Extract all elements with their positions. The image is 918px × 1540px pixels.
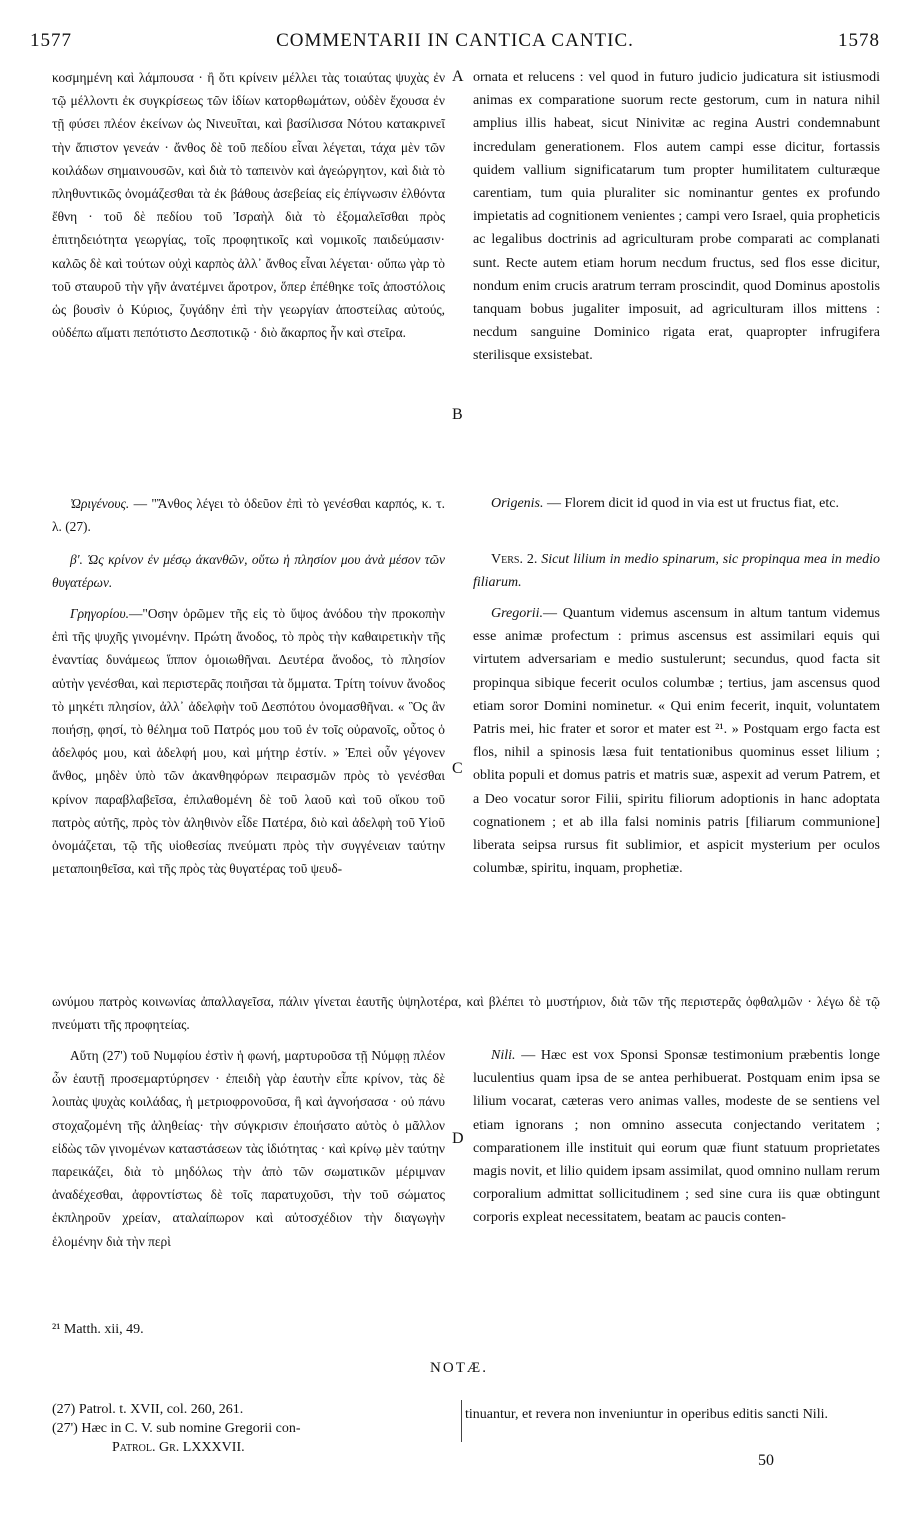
latin-column-block1	[473, 66, 880, 368]
note-27b: (27') Hæc in C. V. sub nomine Gregorii con-	[52, 1421, 301, 1436]
margin-letter-b: B	[452, 406, 463, 423]
column-number-right: 1578	[838, 30, 880, 51]
verse-greek: β'. Ὡς κρίνον ἐν μέσῳ ἀκανθῶν, οὕτω ἡ πλησίον μου ἀνὰ μέσον τῶν θυγατέρων.	[52, 552, 445, 591]
page-number: 50	[758, 1452, 774, 1469]
greek-paragraph: κοσμημένη καὶ λάμπουσα · ἢ ὅτι κρίνειν μέλλει τὰς τοιαύτας ψυχὰς ἐν τῷ μέλλοντι ἐκ συγκρίσεως τῶν ἰδίων κατορθωμάτων, οὐδὲν ἔχουσα ἐν τῇ φύσει πλέον ἐκείνων ὡς Νινευῖται, καὶ βασίλισσα Νότου κατακρινεῖ τὴν ἄπιστον γενεάν · ἄνθος δὲ τοῦ πεδίου εἶναι λέγεται, τάχα μὲν τῶν κοιλάδων σημαινουσῶν, καὶ διὰ τὸ ταπεινὸν καὶ ἀγεώργητον, καὶ διὰ τὸ πληθυντικῶς ὀνομάζεσθαι τὰ ἐκ βάθους ἀσεβείας εἰς ἐπίγνωσιν ἐλθόντα ἔθνη · τοῦ δὲ πεδίου τοῦ Ἰσραὴλ διὰ τὸ ἐξομαλεῖσθαι πρὸς ἐπιτηδειότητα γεωργίας, τοῖς προφητικοῖς καὶ νομικοῖς παιδεύμασιν· καλῶς δὲ καὶ τούτων οὐχὶ καρπὸς ἀλλ᾽ ἄνθος εἶναι λέγεται· οὔπω γὰρ τὸ τοῦ σταυροῦ τὴν γῆν ἀνατέμνει ἄροτρον, ὅπερ ἐπέθηκε τοῖς ἀποστόλοις ὡς βουσὶν ὁ Κύριος, ζυγάδην ἐπὶ τὴν γεωργίαν ἀποστείλας αὐτούς, οὐδέπω αἵματι πεπότιστο Δεσποτικῷ · διὸ ἄκαρπος ἦν καὶ στεῖρα.	[52, 70, 445, 341]
gregory-label-greek: Γρηγορίου.	[70, 606, 129, 621]
nilus-text-latin: — Hæc est vox Sponsi Sponsæ testimonium præbentis longe luculentius quam ipsa de se antea perhibuerat. Postquam enim ipsa se lilium vocarat, cæteras vero animas valles, modeste de se sentiens vel etiam ignorans ; non omnino assecuta conjectando veritatem ; comparationem ille instituit qui eorum quæ fiunt statuum proprietates magis novit, et lilio quidem ipsam assimilat, quod omnino nullam rerum corporalium admittat sollicitudinem ; sed sine cura iis quæ obtingunt corporis expleat necessitatem, beatam ac paucis conten-	[473, 1048, 880, 1226]
origen-text-greek: — "Ἄνθος λέγει τὸ ὁδεῦον ἐπὶ τὸ γενέσθαι καρπός, κ. τ. λ. (27).	[52, 496, 445, 535]
latin-column-block3	[473, 602, 880, 880]
gregory-text-latin: — Quantum videmus ascensum in altum tantum videmus esse animæ profectum : primus ascensus est assimilari equis qui virtutem adversariam e medio sustulerunt; secundus, quod facta sit propinqua sibique fecerit oculos columbæ ; tertius, jam ascensus quod etiam soror Domini nominetur. « Qui enim fecerit, inquit, voluntatem Patris mei, hic frater et soror et mater est ²¹. » Postquam ergo facta est flos, nihil a spinosis læsa fuit tentationibus quominus esset lilium ; oblita populi et domus patris et matris suæ, aspexit ad verum Patrem, et a Deo vocatur soror Filii, spiritu filiorum adoptionis in hanc adoptata cognationem ; et ab illa falsi nominis patris [filiarum communione] liberata seipsa rursus fit sublimior, et aspicit mysterium per oculos columbæ, spiritu, inquam, prophetiæ.	[473, 606, 880, 877]
margin-letter-c: C	[452, 760, 463, 777]
nilus-label-latin: Nili.	[491, 1048, 516, 1063]
latin-column-block4	[473, 1044, 880, 1230]
verse-label: Vers. 2.	[491, 552, 538, 567]
footnote: ²¹ Matth. xii, 49.	[52, 1322, 144, 1337]
column-number-left: 1577	[30, 30, 72, 51]
notes-left	[52, 1400, 447, 1457]
greek-column-block4	[52, 1044, 445, 1253]
gregory-label-latin: Gregorii.	[491, 606, 543, 621]
verse-text: Sicut lilium in medio spinarum, sic propinqua mea in medio filiarum.	[473, 552, 880, 591]
greek-column-block3	[52, 602, 445, 880]
latin-column-block2	[473, 492, 880, 515]
note-27: (27) Patrol. t. XVII, col. 260, 261.	[52, 1402, 244, 1417]
origen-label-latin: Origenis.	[491, 496, 544, 511]
margin-letter-a: A	[452, 68, 464, 85]
greek-full-width-line: ωνύμου πατρὸς κοινωνίας ἀπαλλαγεῖσα, πάλιν γίνεται ἑαυτῆς ὑψηλοτέρα, καὶ βλέπει τὸ μυστήριον, διὰ τῶν τῆς περιστερᾶς ὀφθαλμῶν · λέγω δὲ τῷ πνεύματι τῆς προφητείας.	[52, 994, 880, 1033]
origen-text-latin: — Florem dicit id quod in via est ut fructus fiat, etc.	[547, 496, 839, 511]
notes-divider	[461, 1400, 462, 1442]
notae-heading: NOTÆ.	[430, 1360, 488, 1376]
margin-letter-d: D	[452, 1130, 464, 1147]
running-title: COMMENTARII IN CANTICA CANTIC.	[276, 30, 634, 51]
running-header	[30, 30, 880, 60]
gregory-text-greek: —"Οσην ὁρῶμεν τῆς εἰς τὸ ὕψος ἀνόδου τὴν προκοπὴν ἐπὶ τῆς ψυχῆς γινομένην. Πρώτη ἄνοδος, τὸ πρὸς τὴν καθαιρετικὴν τῆς ἐναντίας δυνάμεως ἵππον ὁμοιωθῆναι. Δευτέρα ἄνοδος, τὸ πλησίον αὐτὴν γενέσθαι, καὶ περιστερᾶς ποιῆσαι τὰ ὄμματα. Τρίτη τοίνυν ἄνοδος τὸ μηκέτι πλησίον, ἀλλ᾽ ἀδελφὴν τοῦ Δεσπότου ὀνομασθῆναι. « Ὃς ἂν ποιήσῃ, φησί, τὸ θέλημα τοῦ Πατρός μου τοῦ ἐν τοῖς οὐρανοῖς, οὗτος ὁ ἀδελφός μου, καὶ ἀδελφή μου, καὶ μήτηρ ἐστίν. » Ἐπεὶ οὖν γέγονεν ἄνθος, μηδὲν ὑπὸ τῶν ἀκανθηφόρων πειρασμῶν πρὸς τὸ γενέσθαι κρίνον παραβλαβεῖσα, ἐπιλαθομένη δὲ τοῦ λαοῦ καὶ τοῦ οἴκου τοῦ πατρὸς αὐτῆς, πρὸς τὸν ἀληθινὸν εἶδε Πατέρα, διὸ καὶ ἀδελφὴ τοῦ Υἱοῦ ὀνομάζεται, τῷ τῆς υἱοθεσίας πνεύματι πρὸς τὴν συγγένειαν ταύτην μεταποιηθεῖσα, καὶ τῆς πρὸς τὰς θυγατέρας τοῦ ψευδ-	[52, 606, 445, 877]
notes-right: tinuantur, et revera non inveniuntur in operibus editis sancti Nili.	[465, 1407, 828, 1422]
origen-label-greek: Ὠριγένους.	[70, 496, 130, 511]
patrol-line: Patrol. Gr. LXXXVII.	[112, 1440, 245, 1455]
latin-paragraph: ornata et relucens : vel quod in futuro judicio judicatura sit istiusmodi animas ex comparatione suorum recte gestorum, cum in natura nihil amplius illis habeat, sicut Ninivitæ ac regina Austri condemnabunt incredulam generationem. Flos autem campi esse dicitur, fortassis quidem vallium significatarum tum propter humilitatem culturæque carentiam, tum quia pluraliter sic nominantur gentes ex profundo impietatis ad cognitionem venientes ; campi vero Israel, quia propheticis ac legalibus doctrinis ad agriculturam probe comparati ac complanati sunt. Recte autem etiam horum necdum fructus, sed flos esse dicitur, nondum enim crucis aratrum terram proscindit, quod Dominus apostolis tanquam bobus jugaliter imposuit, ad agriculturam illos mittens : necdum sanguine Dominico rigata erat, quapropter infrugifera sterilisque exsistebat.	[473, 70, 880, 364]
greek-column-block1	[52, 66, 445, 344]
verse-latin	[473, 548, 880, 594]
greek-column-block2	[52, 492, 445, 538]
nilus-text-greek: Αὕτη (27') τοῦ Νυμφίου ἐστὶν ἡ φωνή, μαρτυροῦσα τῇ Νύμφῃ πλέον ὧν ἑαυτῇ προσεμαρτύρησεν · ἐπειδὴ γὰρ ἑαυτὴν εἶπε κρίνον, τὰς δὲ λοιπὰς ψυχὰς κοιλάδας, ἡ μετριοφρονοῦσα, ἢ καὶ ἀγνοήσασα · οὐ πάνυ στοχαζομένη τῆς ἀληθείας· τὴν σύγκρισιν ἐποιήσατο αὐτὸς ὁ μᾶλλον εἰδὼς τῶν γινομένων καταστάσεων τὰς ἰδιότητας · καὶ κρίνῳ μὲν ταύτην παρεικάζει, διὰ τὸ μηδόλως τὴν ἀπὸ τῶν σωματικῶν μέριμναν ἀναδέχεσθαι, ἀφροντίστως δὲ τοῖς παρατυχοῦσι, τὴν τοῦ σώματος ἐκπληροῦν χρείαν, αταλαίπωρον καὶ αὐτοσχέδιον τὴν διαγωγὴν ἑλομένην διὰ τὴν περὶ	[52, 1048, 445, 1249]
